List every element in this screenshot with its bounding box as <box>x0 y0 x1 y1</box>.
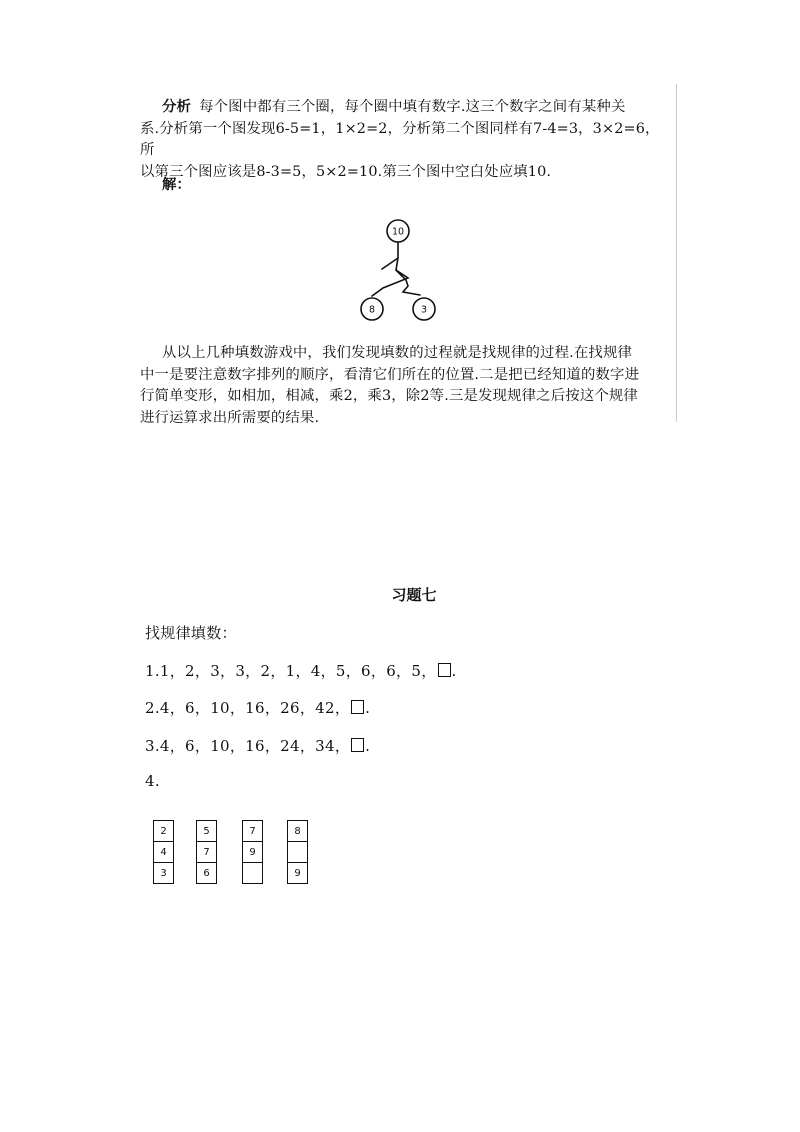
column-cell <box>288 842 307 863</box>
summary-paragraph <box>140 343 674 429</box>
column-cell: 7 <box>197 842 216 863</box>
number-columns-figure <box>153 820 323 884</box>
scan-edge-line <box>676 84 677 422</box>
column-cell: 3 <box>160 867 167 879</box>
summary-line-1: 从以上几种填数游戏中，我们发现填数的过程就是找规律的过程.在找规律 <box>162 345 633 361</box>
number-column-4 <box>287 820 308 884</box>
right-limb <box>396 270 420 295</box>
analysis-line-2: 系.分析第一个图发现6-5=1，1×2=2，分析第二个图同样有7-4=3，3×2=6，所 <box>140 120 660 158</box>
question-4: 4. <box>145 772 160 790</box>
column-cell: 2 <box>154 821 173 842</box>
column-cell <box>243 863 262 883</box>
column-cell: 5 <box>197 821 216 842</box>
question-3 <box>145 735 370 756</box>
question-3-text: 3.4，6，10，16，24，34， <box>145 737 351 755</box>
column-cell: 8 <box>288 821 307 842</box>
question-2-text: 2.4，6，10，16，26，42， <box>145 699 351 717</box>
top-circle-value: 10 <box>391 226 405 238</box>
question-1-text: 1.1，2，3，3，2，1，4，5，6，6，5， <box>145 662 437 680</box>
answer-box <box>438 663 451 677</box>
question-2 <box>145 697 370 718</box>
answer-box <box>351 700 364 714</box>
number-column-3 <box>242 820 263 884</box>
right-circle-value: 3 <box>420 304 428 316</box>
number-column-2 <box>196 820 217 884</box>
column-cell: 6 <box>203 867 210 879</box>
analysis-paragraph <box>140 97 672 183</box>
column-cell: 9 <box>243 842 262 863</box>
solution-label: 解： <box>162 177 191 193</box>
analysis-label: 分析 <box>162 99 192 115</box>
question-1 <box>145 660 457 681</box>
left-circle-value: 8 <box>368 304 376 316</box>
summary-line-3: 行简单变形，如相加，相减，乘2，乘3，除2等.三是发现规律之后按这个规律 <box>140 388 638 404</box>
question-2-end: . <box>365 699 371 717</box>
column-cell: 7 <box>243 821 262 842</box>
summary-line-4: 进行运算求出所需要的结果. <box>140 409 320 426</box>
column-cell: 4 <box>154 842 173 863</box>
answer-box <box>351 738 364 752</box>
column-cell: 9 <box>294 867 301 879</box>
analysis-line-3: 以第三个图应该是8-3=5，5×2=10.第三个图中空白处应填10. <box>140 163 552 180</box>
question-3-end: . <box>365 737 371 755</box>
summary-line-2: 中一是要注意数字排列的顺序，看清它们所在的位置.二是把已经知道的数字进 <box>140 366 640 383</box>
exercise-title: 习题七 <box>391 586 437 604</box>
analysis-line-1: 每个图中都有三个圈，每个圈中填有数字.这三个数字之间有某种关 <box>199 99 626 115</box>
question-1-end: . <box>451 662 457 680</box>
number-column-1 <box>153 820 174 884</box>
left-limb <box>372 242 408 296</box>
exercise-instruction: 找规律填数： <box>145 624 237 642</box>
stick-figure-diagram <box>350 212 450 324</box>
